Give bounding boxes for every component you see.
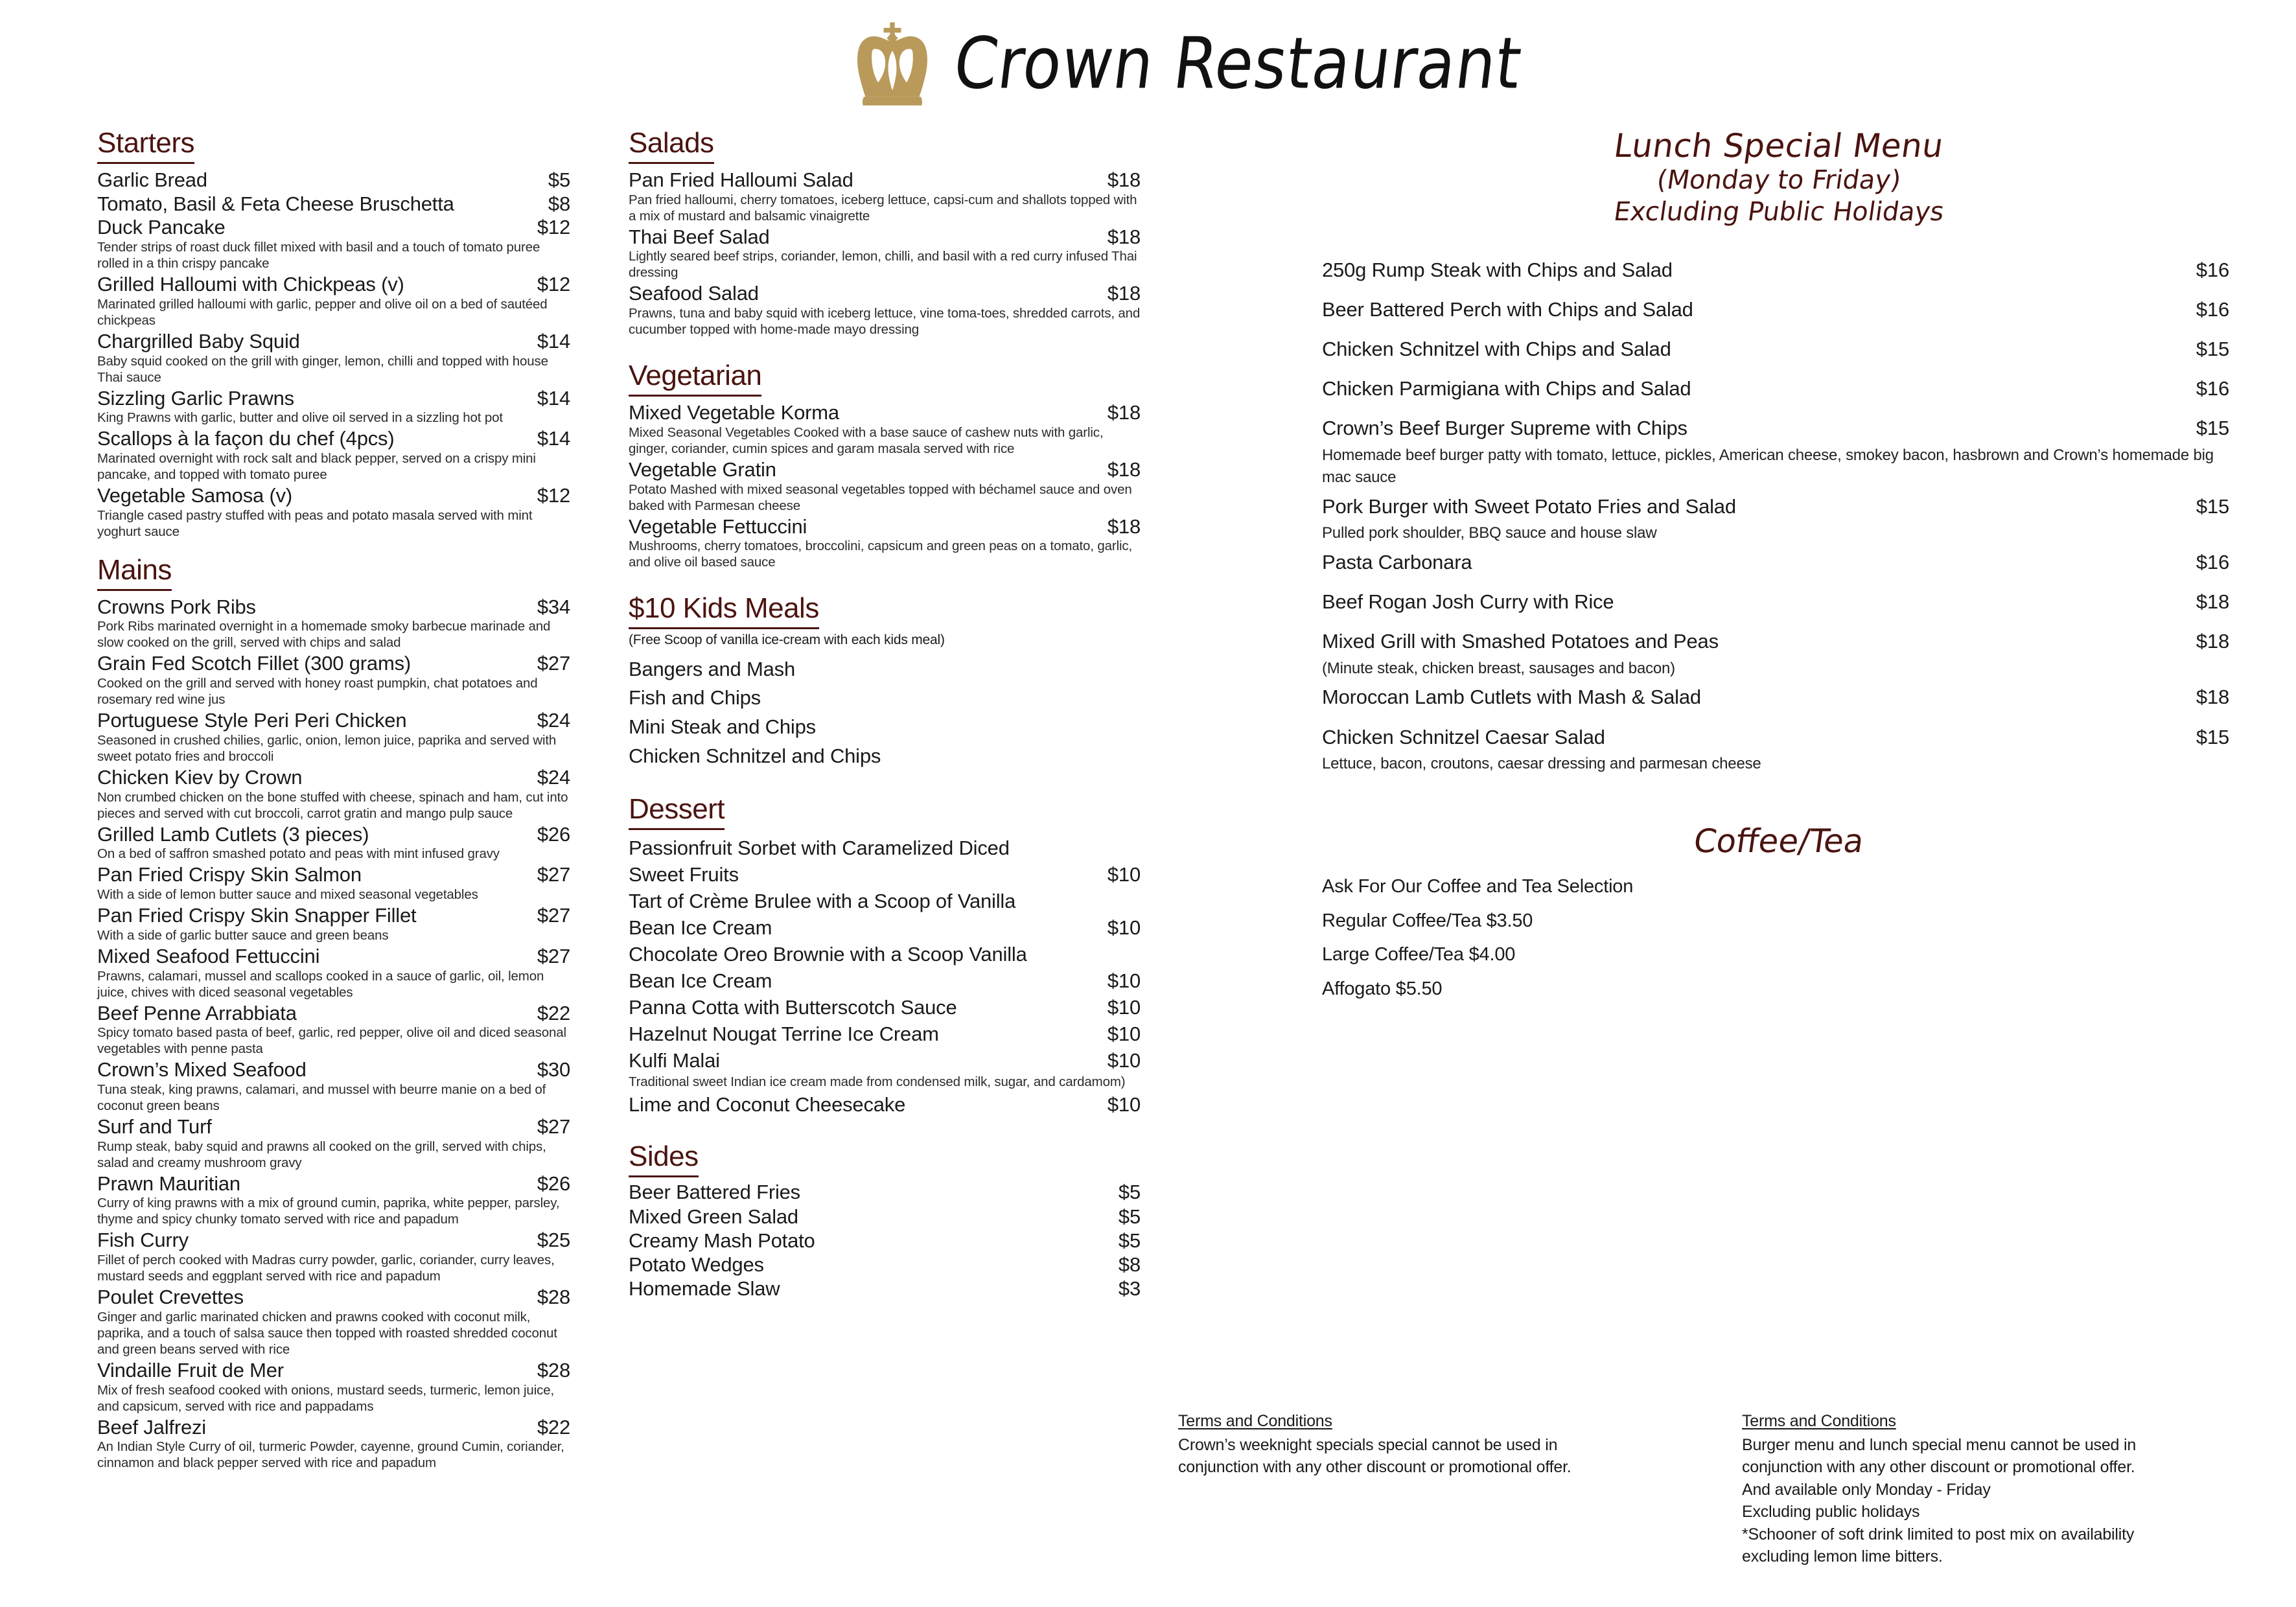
menu-item-price: $14 — [537, 427, 570, 450]
lunch-special-price: $16 — [2196, 551, 2229, 574]
menu-item-description: Triangle cased pastry stuffed with peas and potato masala served with mint yoghurt sauce — [97, 507, 533, 539]
section-salads — [629, 127, 1141, 338]
menu-item-name: Duck Pancake — [97, 216, 226, 239]
menu-item-name: Pan Fried Crispy Skin Salmon — [97, 863, 362, 886]
menu-item-name: Garlic Bread — [97, 168, 207, 191]
side-item[interactable] — [629, 1229, 1141, 1253]
lunch-special-name: Pork Burger with Sweet Potato Fries and Salad — [1322, 495, 1736, 518]
crown-icon — [852, 21, 933, 106]
lunch-special-name: Chicken Schnitzel with Chips and Salad — [1322, 337, 1671, 360]
menu-item-name: Chargrilled Baby Squid — [97, 329, 300, 353]
side-item-price: $8 — [1118, 1253, 1141, 1276]
menu-item-row[interactable] — [97, 485, 570, 507]
lunch-special-name: Mixed Grill with Smashed Potatoes and Peas — [1322, 630, 1719, 653]
section-title-kids-meals: $10 Kids Meals — [629, 592, 819, 629]
page-title: Crown Restaurant — [949, 22, 1527, 105]
lunch-special-price: $15 — [2196, 337, 2229, 360]
menu-item-price: $14 — [537, 386, 570, 410]
menu-item-price: $27 — [537, 904, 570, 927]
menu-item-price: $18 — [1107, 225, 1141, 248]
dessert-item-name: Hazelnut Nougat Terrine Ice Cream — [629, 1022, 939, 1045]
menu-item-description: Marinated grilled halloumi with garlic, pepper and olive oil on a bed of sautéed chickpeas — [97, 296, 548, 328]
dessert-item[interactable] — [629, 1021, 1141, 1048]
section-title-mains: Mains — [97, 554, 172, 591]
section-title-vegetarian: Vegetarian — [629, 360, 761, 397]
menu-item-price: $18 — [1107, 514, 1141, 538]
lunch-special-name: 250g Rump Steak with Chips and Salad — [1322, 258, 1673, 281]
menu-item — [97, 216, 570, 272]
lunch-special-name: Crown’s Beef Burger Supreme with Chips — [1322, 417, 1687, 440]
menu-item-name: Vegetable Fettuccini — [629, 514, 807, 538]
lunch-special-item[interactable] — [1322, 494, 2229, 518]
menu-item-name: Fish Curry — [97, 1229, 189, 1252]
menu-item-row[interactable] — [97, 330, 570, 353]
menu-item — [97, 485, 570, 540]
menu-item-price: $18 — [1107, 401, 1141, 424]
menu-item-description: Ginger and garlic marinated chicken and prawns cooked with coconut milk, paprika, and a touch of salsa sauce then topped with roasted shredded coconut and green beans served with rice — [97, 1309, 557, 1357]
dessert-item[interactable] — [629, 942, 1141, 995]
menu-item-description: Mixed Seasonal Vegetables Cooked with a base sauce of cashew nuts with garlic, ginger, coriander, cumin spices and garam masala served with rice — [629, 424, 1104, 456]
menu-item — [97, 1229, 570, 1284]
lunch-special-days: (Monday to Friday) — [1654, 165, 1903, 195]
dessert-item-name: Lime and Coconut Cheesecake — [629, 1093, 906, 1116]
section-vegetarian — [629, 360, 1141, 570]
dessert-item[interactable] — [629, 1048, 1141, 1091]
coffee-tea-item: Regular Coffee/Tea $3.50 — [1322, 910, 1533, 931]
menu-item — [97, 905, 570, 943]
section-title-dessert: Dessert — [629, 793, 725, 830]
lunch-special-item[interactable] — [1322, 416, 2229, 440]
menu-item-description: Marinated overnight with rock salt and black pepper, served on a crispy mini pancake, and topped with tomato puree — [97, 451, 536, 483]
coffee-tea-header — [1316, 822, 2242, 860]
dessert-item-name: Kulfi Malai — [629, 1048, 720, 1072]
dessert-item[interactable] — [629, 995, 1141, 1021]
menu-item-name: Thai Beef Salad — [629, 225, 770, 248]
dessert-item-price-row — [629, 968, 1141, 995]
menu-item-price: $8 — [548, 192, 570, 215]
menu-item — [97, 945, 570, 1000]
menu-item-price: $27 — [537, 944, 570, 967]
menu-item-name: Beef Jalfrezi — [97, 1415, 206, 1439]
lunch-special-name: Chicken Schnitzel Caesar Salad — [1322, 725, 1605, 748]
side-item-name: Potato Wedges — [629, 1253, 764, 1276]
menu-item — [97, 193, 570, 216]
menu-item — [97, 1059, 570, 1114]
lunch-special-name: Moroccan Lamb Cutlets with Mash & Salad — [1322, 686, 1701, 709]
lunch-special-item[interactable] — [1322, 590, 2229, 614]
lunch-special-price: $18 — [2196, 590, 2229, 614]
menu-item-name: Grain Fed Scotch Fillet (300 grams) — [97, 652, 412, 675]
menu-item-row[interactable] — [629, 226, 1141, 249]
side-item[interactable] — [629, 1180, 1141, 1204]
menu-item — [97, 1002, 570, 1058]
lunch-special-price: $18 — [2196, 630, 2229, 653]
coffee-tea-title: Coffee/Tea — [1691, 822, 1866, 860]
lunch-special-list — [1316, 258, 2242, 776]
menu-item — [97, 864, 570, 903]
menu-item-row[interactable] — [97, 864, 570, 886]
dessert-item-name-line1: Chocolate Oreo Brownie with a Scoop Vanilla — [629, 942, 1027, 965]
menu-item-price: $27 — [537, 863, 570, 886]
kids-meal-item[interactable]: Mini Steak and Chips — [629, 715, 816, 739]
menu-item-name: Surf and Turf — [97, 1115, 212, 1138]
menu-item-price: $34 — [537, 595, 570, 618]
lunch-special-description: Pulled pork shoulder, BBQ sauce and house slaw — [1322, 524, 1657, 542]
menu-item — [97, 169, 570, 192]
lunch-special-price: $15 — [2196, 725, 2229, 748]
menu-item-price: $24 — [537, 709, 570, 732]
menu-item-name: Poulet Crevettes — [97, 1286, 244, 1309]
menu-item-description: Potato Mashed with mixed seasonal vegetables topped with béchamel sauce and oven baked with Parmesan cheese — [629, 481, 1132, 513]
lunch-special-header — [1316, 127, 2242, 228]
menu-item-name: Beef Penne Arrabbiata — [97, 1001, 297, 1024]
section-title-starters: Starters — [97, 127, 194, 164]
terms-and-conditions-right — [1742, 1410, 2254, 1568]
kids-meal-item[interactable]: Fish and Chips — [629, 686, 761, 710]
menu-item-description: Prawns, calamari, mussel and scallops cooked in a sauce of garlic, oil, lemon juice, chives with diced seasonal vegetables — [97, 968, 544, 1000]
section-title-sides: Sides — [629, 1140, 699, 1177]
terms-and-conditions-left — [1178, 1410, 1671, 1479]
menu-item-name: Mixed Vegetable Korma — [629, 401, 839, 424]
dessert-item-description: Traditional sweet Indian ice cream made from condensed milk, sugar, and cardamom) — [629, 1074, 1126, 1090]
section-kids-meals — [629, 592, 1141, 771]
menu-item-price: $28 — [537, 1286, 570, 1309]
menu-item-row[interactable] — [97, 216, 570, 239]
menu-item-description: Seasoned in crushed chilies, garlic, onion, lemon juice, paprika and served with sweet potato fries and broccoli — [97, 732, 557, 764]
menu-item — [97, 330, 570, 386]
lunch-special-price: $16 — [2196, 297, 2229, 321]
menu-item-row[interactable] — [97, 653, 570, 675]
menu-item-name: Grilled Halloumi with Chickpeas (v) — [97, 273, 404, 296]
menu-item-price: $26 — [537, 1172, 570, 1195]
menu-item-description: Spicy tomato based pasta of beef, garlic, red pepper, olive oil and diced seasonal vegetables with penne pasta — [97, 1025, 566, 1057]
lunch-special-exclusion: Excluding Public Holidays — [1612, 196, 1946, 227]
menu-item-description: Rump steak, baby squid and prawns all cooked on the grill, served with chips, salad and creamy mushroom gravy — [97, 1139, 546, 1170]
menu-item-row[interactable] — [97, 945, 570, 968]
menu-item — [629, 516, 1141, 571]
side-item-name: Creamy Mash Potato — [629, 1229, 815, 1252]
lunch-special-price: $16 — [2196, 258, 2229, 281]
lunch-special-price: $15 — [2196, 417, 2229, 440]
menu-item-price: $26 — [537, 822, 570, 846]
lunch-special-name: Beef Rogan Josh Curry with Rice — [1322, 590, 1614, 614]
menu-item-name: Vegetable Gratin — [629, 457, 776, 481]
spacer — [1322, 404, 2229, 416]
lunch-special-item[interactable] — [1322, 685, 2229, 709]
menu-item-row[interactable] — [97, 193, 570, 216]
spacer — [1322, 286, 2229, 297]
menu-item — [97, 1359, 570, 1415]
menu-item-name: Prawn Mauritian — [97, 1172, 240, 1195]
dessert-item-price-row — [629, 915, 1141, 942]
menu-item-row[interactable] — [97, 169, 570, 192]
lunch-special-item[interactable] — [1322, 376, 2229, 400]
dessert-item[interactable] — [629, 1092, 1141, 1118]
menu-item-name: Crowns Pork Ribs — [97, 595, 256, 618]
dessert-item-name: Panna Cotta with Butterscotch Sauce — [629, 995, 957, 1019]
menu-item-description: An Indian Style Curry of oil, turmeric Powder, cayenne, ground Cumin, coriander, cinnamon and black pepper served with rice and papadum — [97, 1439, 564, 1471]
menu-item-row[interactable] — [97, 1173, 570, 1196]
menu-item-description: With a side of garlic butter sauce and green beans — [97, 927, 389, 943]
menu-item-row[interactable] — [97, 1059, 570, 1081]
kids-meals-note: (Free Scoop of vanilla ice-cream with each kids meal) — [629, 632, 945, 648]
menu-item — [97, 387, 570, 426]
menu-item-description: Tender strips of roast duck fillet mixed with basil and a touch of tomato puree rolled in a thin crispy pancake — [97, 240, 540, 272]
menu-item — [97, 824, 570, 862]
lunch-special-description: Homemade beef burger patty with tomato, lettuce, pickles, American cheese, smokey bacon, hasbrown and Crown’s homemade big mac sauce — [1322, 446, 2214, 487]
dessert-item[interactable] — [629, 835, 1141, 888]
menu-item-row[interactable] — [97, 1229, 570, 1252]
menu-item — [629, 283, 1141, 338]
menu-item-name: Portuguese Style Peri Peri Chicken — [97, 709, 407, 732]
menu-item-price: $22 — [537, 1001, 570, 1024]
lunch-special-item[interactable] — [1322, 725, 2229, 749]
menu-item-price: $18 — [1107, 282, 1141, 305]
menu-item-row[interactable] — [97, 905, 570, 927]
menu-item — [629, 459, 1141, 514]
menu-item — [97, 767, 570, 822]
menu-item-price: $24 — [537, 765, 570, 789]
lunch-special-name: Beer Battered Perch with Chips and Salad — [1322, 297, 1693, 321]
coffee-tea-item: Ask For Our Coffee and Tea Selection — [1322, 875, 1634, 897]
spacer — [1322, 618, 2229, 629]
lunch-special-name: Pasta Carbonara — [1322, 551, 1472, 574]
menu-item-price: $22 — [537, 1415, 570, 1439]
menu-item-description: Baby squid cooked on the grill with ginger, lemon, chilli and topped with house Thai sauce — [97, 353, 548, 385]
spacer — [1322, 325, 2229, 337]
side-item-price: $3 — [1118, 1277, 1141, 1301]
menu-item — [629, 402, 1141, 457]
kids-meal-item[interactable]: Bangers and Mash — [629, 657, 796, 680]
lunch-special-item[interactable] — [1322, 550, 2229, 574]
side-item[interactable] — [629, 1205, 1141, 1229]
terms-left-title: Terms and Conditions — [1178, 1412, 1332, 1430]
coffee-tea-item: Large Coffee/Tea $4.00 — [1322, 944, 1516, 965]
menu-item-price: $27 — [537, 652, 570, 675]
section-mains — [97, 554, 570, 1472]
section-starters — [97, 127, 570, 540]
side-item[interactable] — [629, 1253, 1141, 1277]
menu-item-description: With a side of lemon butter sauce and mixed seasonal vegetables — [97, 887, 478, 903]
menu-item-price: $18 — [1107, 168, 1141, 191]
menu-item-description: Fillet of perch cooked with Madras curry powder, garlic, coriander, curry leaves, mustard seeds and eggplant served with rice and papadum — [97, 1253, 555, 1284]
menu-item — [97, 1116, 570, 1171]
menu-item-row[interactable] — [97, 824, 570, 846]
lunch-special-name: Chicken Parmigiana with Chips and Salad — [1322, 377, 1691, 400]
column-middle — [629, 127, 1141, 1475]
dessert-item-price: $10 — [1107, 1022, 1141, 1045]
menu-item-description: King Prawns with garlic, butter and olive oil served in a sizzling hot pot — [97, 410, 503, 426]
menu-item-price: $25 — [537, 1229, 570, 1252]
menu-item-row[interactable] — [629, 283, 1141, 305]
dessert-item-price-row — [629, 862, 1141, 888]
menu-item-row[interactable] — [97, 767, 570, 789]
section-dessert — [629, 793, 1141, 1118]
menu-item-row[interactable] — [629, 169, 1141, 192]
menu-item-row[interactable] — [97, 1416, 570, 1439]
menu-item — [97, 1173, 570, 1228]
menu-item-row[interactable] — [97, 428, 570, 450]
lunch-special-item[interactable] — [1322, 258, 2229, 282]
menu-columns — [0, 127, 2296, 1475]
menu-item-price: $18 — [1107, 457, 1141, 481]
terms-line: Excluding public holidays — [1742, 1503, 1920, 1521]
dessert-item-name-line1: Tart of Crème Brulee with a Scoop of Vanilla — [629, 890, 1016, 913]
dessert-item-price-row — [629, 1048, 1141, 1074]
side-item-name: Mixed Green Salad — [629, 1205, 798, 1228]
menu-item-name: Vindaille Fruit de Mer — [97, 1358, 284, 1382]
menu-item-description: Tuna steak, king prawns, calamari, and mussel with beurre manie on a bed of coconut green beans — [97, 1081, 546, 1113]
menu-item-row[interactable] — [97, 596, 570, 619]
dessert-item-price-row — [629, 1092, 1141, 1118]
dessert-item[interactable] — [629, 888, 1141, 942]
menu-item-name: Scallops à la façon du chef (4pcs) — [97, 427, 395, 450]
side-item-price: $5 — [1118, 1205, 1141, 1228]
column-right — [1316, 127, 2242, 1475]
menu-item — [97, 273, 570, 329]
terms-line: excluding lemon lime bitters. — [1742, 1547, 1943, 1566]
lunch-special-item[interactable] — [1322, 629, 2229, 653]
dessert-item-name-line2: Bean Ice Cream — [629, 916, 772, 939]
menu-item — [97, 1416, 570, 1472]
kids-meal-item[interactable]: Chicken Schnitzel and Chips — [629, 745, 881, 768]
menu-item — [629, 226, 1141, 281]
coffee-tea-item: Affogato $5.50 — [1322, 978, 1443, 1000]
menu-item-description: Mix of fresh seafood cooked with onions, mustard seeds, turmeric, lemon juice, and capsicum, served with rice and pappadams — [97, 1382, 554, 1414]
dessert-item-price: $10 — [1107, 969, 1141, 992]
menu-item-name: Tomato, Basil & Feta Cheese Bruschetta — [97, 192, 454, 215]
terms-right-title: Terms and Conditions — [1742, 1412, 1896, 1430]
lunch-special-item[interactable] — [1322, 337, 2229, 361]
dessert-item-price: $10 — [1107, 995, 1141, 1019]
dessert-item-price: $10 — [1107, 1093, 1141, 1116]
menu-item-description: Pork Ribs marinated overnight in a homemade smoky barbecue marinade and slow cooked on the grill, served with chips and salad — [97, 619, 551, 651]
menu-item-price: $12 — [537, 216, 570, 239]
menu-item-price: $30 — [537, 1058, 570, 1081]
menu-item-price: $12 — [537, 484, 570, 507]
menu-item-price: $28 — [537, 1358, 570, 1382]
menu-item-name: Grilled Lamb Cutlets (3 pieces) — [97, 822, 369, 846]
menu-item-description: Curry of king prawns with a mix of ground cumin, paprika, white pepper, parsley, thyme and spicy chunky tomato served with rice and papadum — [97, 1196, 560, 1227]
menu-item-description: Pan fried halloumi, cherry tomatoes, iceberg lettuce, capsi-cum and shallots topped with a mix of mustard and balsamic vinaigrette — [629, 192, 1137, 224]
menu-item-name: Vegetable Samosa (v) — [97, 484, 293, 507]
dessert-item-price: $10 — [1107, 863, 1141, 886]
coffee-tea-list — [1316, 877, 2242, 1000]
menu-item-price: $12 — [537, 273, 570, 296]
lunch-special-description: Lettuce, bacon, croutons, caesar dressing and parmesan cheese — [1322, 754, 1761, 772]
lunch-special-item[interactable] — [1322, 297, 2229, 321]
lunch-special-price: $16 — [2196, 377, 2229, 400]
dessert-item-name-line2: Bean Ice Cream — [629, 969, 772, 992]
menu-header — [0, 0, 2296, 127]
section-title-salads: Salads — [629, 127, 714, 164]
menu-item — [97, 428, 570, 483]
menu-item-description: Mushrooms, cherry tomatoes, broccolini, capsicum and green peas on a tomato, garlic, and olive oil based sauce — [629, 538, 1133, 570]
menu-item-row[interactable] — [629, 459, 1141, 481]
terms-line: conjunction with any other discount or promotional offer. — [1742, 1458, 2135, 1476]
menu-item-name: Pan Fried Halloumi Salad — [629, 168, 853, 191]
terms-line: And available only Monday - Friday — [1742, 1480, 1991, 1499]
menu-item — [97, 596, 570, 651]
menu-item — [97, 1286, 570, 1358]
menu-item-row[interactable] — [629, 402, 1141, 424]
menu-item — [97, 653, 570, 708]
menu-item-price: $5 — [548, 168, 570, 191]
lunch-special-price: $18 — [2196, 686, 2229, 709]
menu-item-description: Lightly seared beef strips, coriander, lemon, chilli, and basil with a red curry infused Thai dressing — [629, 249, 1137, 281]
terms-line: conjunction with any other discount or promotional offer. — [1178, 1458, 1571, 1476]
menu-item-name: Pan Fried Crispy Skin Snapper Fillet — [97, 904, 417, 927]
menu-item-price: $27 — [537, 1115, 570, 1138]
lunch-special-title: Lunch Special Menu — [1612, 127, 1946, 165]
dessert-item-name-line1: Passionfruit Sorbet with Caramelized Diced — [629, 837, 1010, 860]
terms-line: Crown’s weeknight specials special cannot be used in — [1178, 1435, 1558, 1454]
menu-item-name: Seafood Salad — [629, 282, 759, 305]
spacer — [1322, 713, 2229, 725]
dessert-item-price: $10 — [1107, 1048, 1141, 1072]
menu-item-row[interactable] — [97, 1359, 570, 1382]
menu-item — [97, 710, 570, 765]
menu-item-name: Sizzling Garlic Prawns — [97, 386, 294, 410]
side-item[interactable] — [629, 1277, 1141, 1301]
menu-item-name: Crown’s Mixed Seafood — [97, 1058, 307, 1081]
dessert-item-price-row — [629, 995, 1141, 1021]
menu-item-row[interactable] — [97, 1116, 570, 1139]
lunch-special-description: (Minute steak, chicken breast, sausages and bacon) — [1322, 659, 1675, 677]
menu-item-price: $14 — [537, 329, 570, 353]
menu-item-name: Mixed Seafood Fettuccini — [97, 944, 320, 967]
terms-line: *Schooner of soft drink limited to post mix on availability — [1742, 1525, 2135, 1543]
menu-item-row[interactable] — [97, 387, 570, 410]
side-item-price: $5 — [1118, 1181, 1141, 1204]
lunch-special-price: $15 — [2196, 495, 2229, 518]
menu-item-row[interactable] — [97, 1286, 570, 1309]
side-item-name: Homemade Slaw — [629, 1277, 780, 1301]
menu-item-row[interactable] — [97, 273, 570, 296]
spacer — [1322, 365, 2229, 376]
menu-item — [629, 169, 1141, 224]
side-item-price: $5 — [1118, 1229, 1141, 1252]
menu-item-description: On a bed of saffron smashed potato and peas with mint infused gravy — [97, 846, 500, 862]
terms-line: Burger menu and lunch special menu cannot be used in — [1742, 1435, 2137, 1454]
menu-item-name: Chicken Kiev by Crown — [97, 765, 303, 789]
menu-item-description: Non crumbed chicken on the bone stuffed with cheese, spinach and ham, cut into pieces and served with cut broccoli, carrot gratin and mango pulp sauce — [97, 789, 568, 821]
menu-item-row[interactable] — [97, 710, 570, 732]
dessert-item-name-line2: Sweet Fruits — [629, 863, 739, 886]
menu-item-description: Cooked on the grill and served with honey roast pumpkin, chat potatoes and rosemary red wine jus — [97, 676, 538, 708]
menu-item-row[interactable] — [97, 1002, 570, 1025]
column-left — [97, 127, 570, 1475]
dessert-item-price-row — [629, 1021, 1141, 1048]
menu-item-description: Prawns, tuna and baby squid with iceberg lettuce, vine toma-toes, shredded carrots, and cucumber topped with home-made mayo dressing — [629, 306, 1141, 338]
section-sides — [629, 1140, 1141, 1301]
dessert-item-price: $10 — [1107, 916, 1141, 939]
spacer — [1322, 578, 2229, 590]
menu-item-row[interactable] — [629, 516, 1141, 538]
side-item-name: Beer Battered Fries — [629, 1181, 800, 1204]
